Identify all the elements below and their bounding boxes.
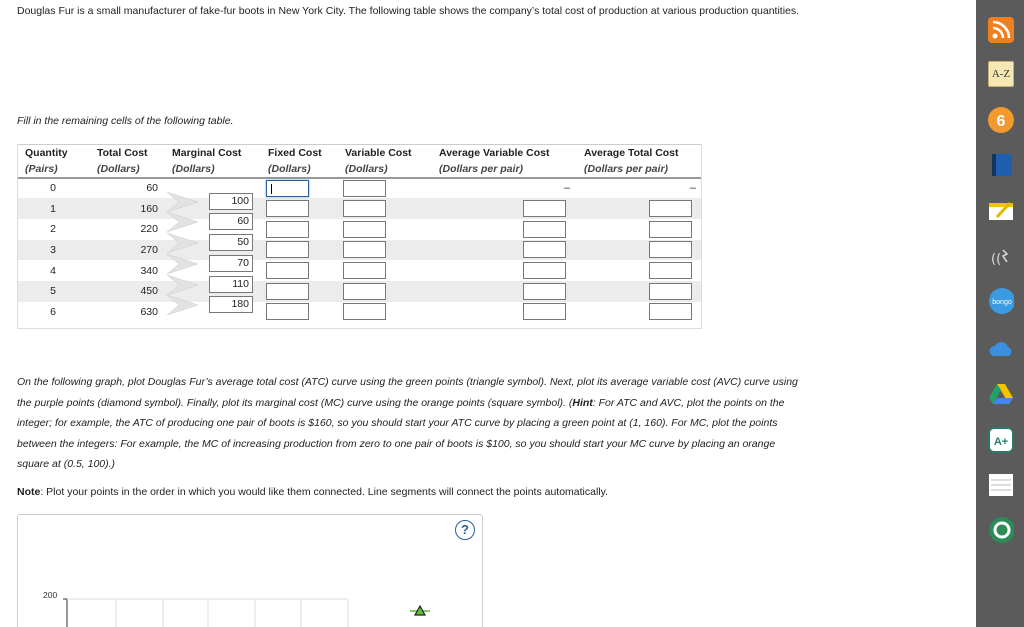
- atc-cell: [576, 178, 702, 199]
- table-header-row: [17, 145, 702, 161]
- variable-cost-input[interactable]: [343, 241, 386, 258]
- quantity-cell: [17, 302, 89, 323]
- pencil-note-icon[interactable]: [988, 197, 1014, 223]
- fixed-cost-input[interactable]: [266, 180, 309, 197]
- quantity-value: 6: [50, 305, 56, 318]
- atc-input[interactable]: [649, 303, 692, 320]
- avc-cell: [431, 302, 576, 323]
- quantity-cell: [17, 198, 89, 219]
- svg-text:6: 6: [996, 113, 1006, 130]
- total-cost-cell: [89, 302, 164, 323]
- quantity-value: 3: [50, 243, 56, 256]
- note-text: [17, 486, 608, 498]
- avc-cell: [431, 281, 576, 302]
- unit-total-cost: (Dollars): [97, 162, 140, 175]
- avc-input[interactable]: [523, 303, 566, 320]
- cost-table: [17, 144, 702, 322]
- fixed-cost-cell: [260, 240, 337, 261]
- total-cost-cell: [89, 198, 164, 219]
- avc-input[interactable]: [523, 283, 566, 300]
- fixed-cost-input[interactable]: [266, 241, 309, 258]
- variable-cost-input[interactable]: [343, 262, 386, 279]
- avc-input[interactable]: [523, 241, 566, 258]
- marginal-cost-value: 50: [209, 234, 253, 251]
- table-row: [17, 260, 702, 281]
- variable-cost-input[interactable]: [343, 283, 386, 300]
- marginal-cost-value: 110: [209, 276, 253, 293]
- quantity-value: 2: [50, 223, 56, 236]
- fixed-cost-cell: [260, 281, 337, 302]
- intro-text: Douglas Fur is a small manufacturer of fake-fur boots in New York City. The following table shows the company’s total cost of production at various production quantities.: [17, 5, 800, 17]
- atc-cell: [576, 219, 702, 240]
- atc-cell: [576, 198, 702, 219]
- quantity-cell: [17, 178, 89, 199]
- chevron-right-icon: [165, 294, 199, 316]
- total-cost-cell: [89, 281, 164, 302]
- a-z-icon[interactable]: [988, 61, 1014, 87]
- fill-instruction: Fill in the remaining cells of the following table.: [17, 115, 234, 127]
- graph-instructions-part1: On the following graph, plot Douglas Fur’s average total cost (ATC) curve using the green points (triangle symbol). Next, plot its average variable cost (AVC) curve using the purple points (diamond symbol). Finally, plot its marginal cost (MC) curve using the orange points (square symbol). (: [17, 376, 798, 409]
- atc-cell: [576, 240, 702, 261]
- atc-input[interactable]: [649, 262, 692, 279]
- fixed-cost-input[interactable]: [266, 221, 309, 238]
- quantity-value: 4: [50, 264, 56, 277]
- avc-cell: [431, 240, 576, 261]
- header-atc: Average Total Cost: [576, 145, 702, 161]
- fixed-cost-cell: [260, 302, 337, 323]
- total-cost-value: 220: [140, 223, 158, 236]
- marginal-cost-value: 70: [209, 255, 253, 272]
- chevron-right-icon: [165, 211, 199, 233]
- atc-cell: [576, 281, 702, 302]
- fixed-cost-cell: [260, 198, 337, 219]
- avc-cell: [431, 198, 576, 219]
- chevron-right-icon: [165, 232, 199, 254]
- table-units-row: [17, 161, 702, 178]
- book-icon[interactable]: [988, 152, 1014, 178]
- variable-cost-cell: [337, 281, 431, 302]
- atc-input[interactable]: [649, 283, 692, 300]
- bongo-icon[interactable]: [988, 288, 1014, 314]
- fixed-cost-cell: [260, 178, 337, 199]
- variable-cost-cell: [337, 302, 431, 323]
- a-plus-label: A+: [993, 436, 1009, 448]
- atc-dash: –: [689, 182, 696, 195]
- note-body: : Plot your points in the order in which you would like them connected. Line segments will connect the points automatically.: [40, 486, 609, 498]
- bongo-label: bongo: [992, 299, 1012, 306]
- graph-instructions-part2: : For ATC and AVC, plot the points on the integer; for example, the ATC of producing one pair of boots is $160, so you should start your ATC curve by placing a green point at (1, 160). For MC, plot the points between the integers: For example, the MC of increasing production from zero to one pair of boots is $100, so you should start your MC curve by placing an orange square at (0.5, 100).): [17, 396, 785, 471]
- variable-cost-input[interactable]: [343, 303, 386, 320]
- quantity-value: 5: [50, 285, 56, 298]
- fixed-cost-cell: [260, 260, 337, 281]
- atc-input[interactable]: [649, 221, 692, 238]
- header-marginal-cost: Marginal Cost: [164, 145, 260, 161]
- header-total-cost: Total Cost: [89, 145, 164, 161]
- quantity-cell: [17, 219, 89, 240]
- speech-icon[interactable]: [988, 244, 1014, 270]
- header-quantity: Quantity: [17, 145, 89, 161]
- graph-instructions: [17, 372, 807, 475]
- unit-avc: (Dollars per pair): [439, 162, 524, 175]
- table-row: [17, 178, 702, 199]
- header-avc: Average Variable Cost: [431, 145, 576, 161]
- fixed-cost-input[interactable]: [266, 303, 309, 320]
- total-cost-value: 60: [146, 182, 158, 195]
- atc-cell: [576, 260, 702, 281]
- fixed-cost-cell: [260, 219, 337, 240]
- rss-icon[interactable]: [988, 17, 1014, 43]
- quantity-value: 0: [50, 182, 56, 195]
- svg-text:((: ((: [991, 252, 1002, 267]
- hint-label: Hint: [572, 396, 593, 409]
- header-variable-cost: Variable Cost: [337, 145, 431, 161]
- table-row: [17, 281, 702, 302]
- total-cost-cell: [89, 178, 164, 199]
- total-cost-value: 340: [140, 264, 158, 277]
- quantity-cell: [17, 240, 89, 261]
- atc-input[interactable]: [649, 241, 692, 258]
- circle-icon[interactable]: [988, 517, 1014, 543]
- variable-cost-cell: [337, 198, 431, 219]
- variable-cost-cell: [337, 260, 431, 281]
- help-icon[interactable]: ?: [455, 520, 475, 540]
- avc-cell: [431, 219, 576, 240]
- avc-dash: –: [563, 182, 570, 195]
- unit-quantity: (Pairs): [25, 162, 58, 175]
- avc-input[interactable]: [523, 262, 566, 279]
- cloud-icon[interactable]: [988, 336, 1014, 362]
- table-row: [17, 302, 702, 323]
- drive-icon[interactable]: [988, 381, 1014, 407]
- sidebar: [976, 0, 1024, 627]
- fixed-cost-input[interactable]: [266, 283, 309, 300]
- header-fixed-cost: Fixed Cost: [260, 145, 337, 161]
- variable-cost-input[interactable]: [343, 221, 386, 238]
- graph-panel[interactable]: [17, 514, 483, 627]
- quantity-cell: [17, 281, 89, 302]
- y-tick-label: 200: [43, 590, 58, 600]
- avc-cell: [431, 178, 576, 199]
- unit-fixed-cost: (Dollars): [268, 162, 311, 175]
- a-z-label: A-Z: [988, 61, 1014, 87]
- note-label: Note: [17, 486, 41, 498]
- quantity-value: 1: [50, 202, 56, 215]
- total-cost-value: 450: [140, 285, 158, 298]
- total-cost-cell: [89, 260, 164, 281]
- six-icon[interactable]: [988, 107, 1014, 133]
- marginal-cost-value: 100: [209, 193, 253, 210]
- total-cost-value: 630: [140, 305, 158, 318]
- table-row: [17, 198, 702, 219]
- atc-input[interactable]: [649, 200, 692, 217]
- chevron-right-icon: [165, 274, 199, 296]
- table-body: [17, 178, 702, 323]
- atc-cell: [576, 302, 702, 323]
- fixed-cost-input[interactable]: [266, 200, 309, 217]
- a-plus-icon[interactable]: [988, 427, 1014, 453]
- unit-atc: (Dollars per pair): [584, 162, 669, 175]
- chevron-right-icon: [165, 253, 199, 275]
- total-cost-cell: [89, 240, 164, 261]
- atc-triangle-tool-icon[interactable]: [410, 606, 430, 615]
- marginal-cost-value: 60: [209, 213, 253, 230]
- graph-grid[interactable]: [18, 515, 484, 627]
- total-cost-value: 270: [140, 243, 158, 256]
- fixed-cost-input[interactable]: [266, 262, 309, 279]
- variable-cost-cell: [337, 240, 431, 261]
- avc-input[interactable]: [523, 221, 566, 238]
- variable-cost-cell: [337, 219, 431, 240]
- variable-cost-input[interactable]: [343, 180, 386, 197]
- table-row: [17, 240, 702, 261]
- text-caret: [271, 184, 272, 194]
- total-cost-value: 160: [140, 202, 158, 215]
- avc-input[interactable]: [523, 200, 566, 217]
- notepad-icon[interactable]: [988, 472, 1014, 498]
- variable-cost-cell: [337, 178, 431, 199]
- quantity-cell: [17, 260, 89, 281]
- unit-variable-cost: (Dollars): [345, 162, 388, 175]
- total-cost-cell: [89, 219, 164, 240]
- table-row: [17, 219, 702, 240]
- marginal-cost-value: 180: [209, 296, 253, 313]
- variable-cost-input[interactable]: [343, 200, 386, 217]
- unit-marginal-cost: (Dollars): [172, 162, 215, 175]
- chevron-right-icon: [165, 191, 199, 213]
- avc-cell: [431, 260, 576, 281]
